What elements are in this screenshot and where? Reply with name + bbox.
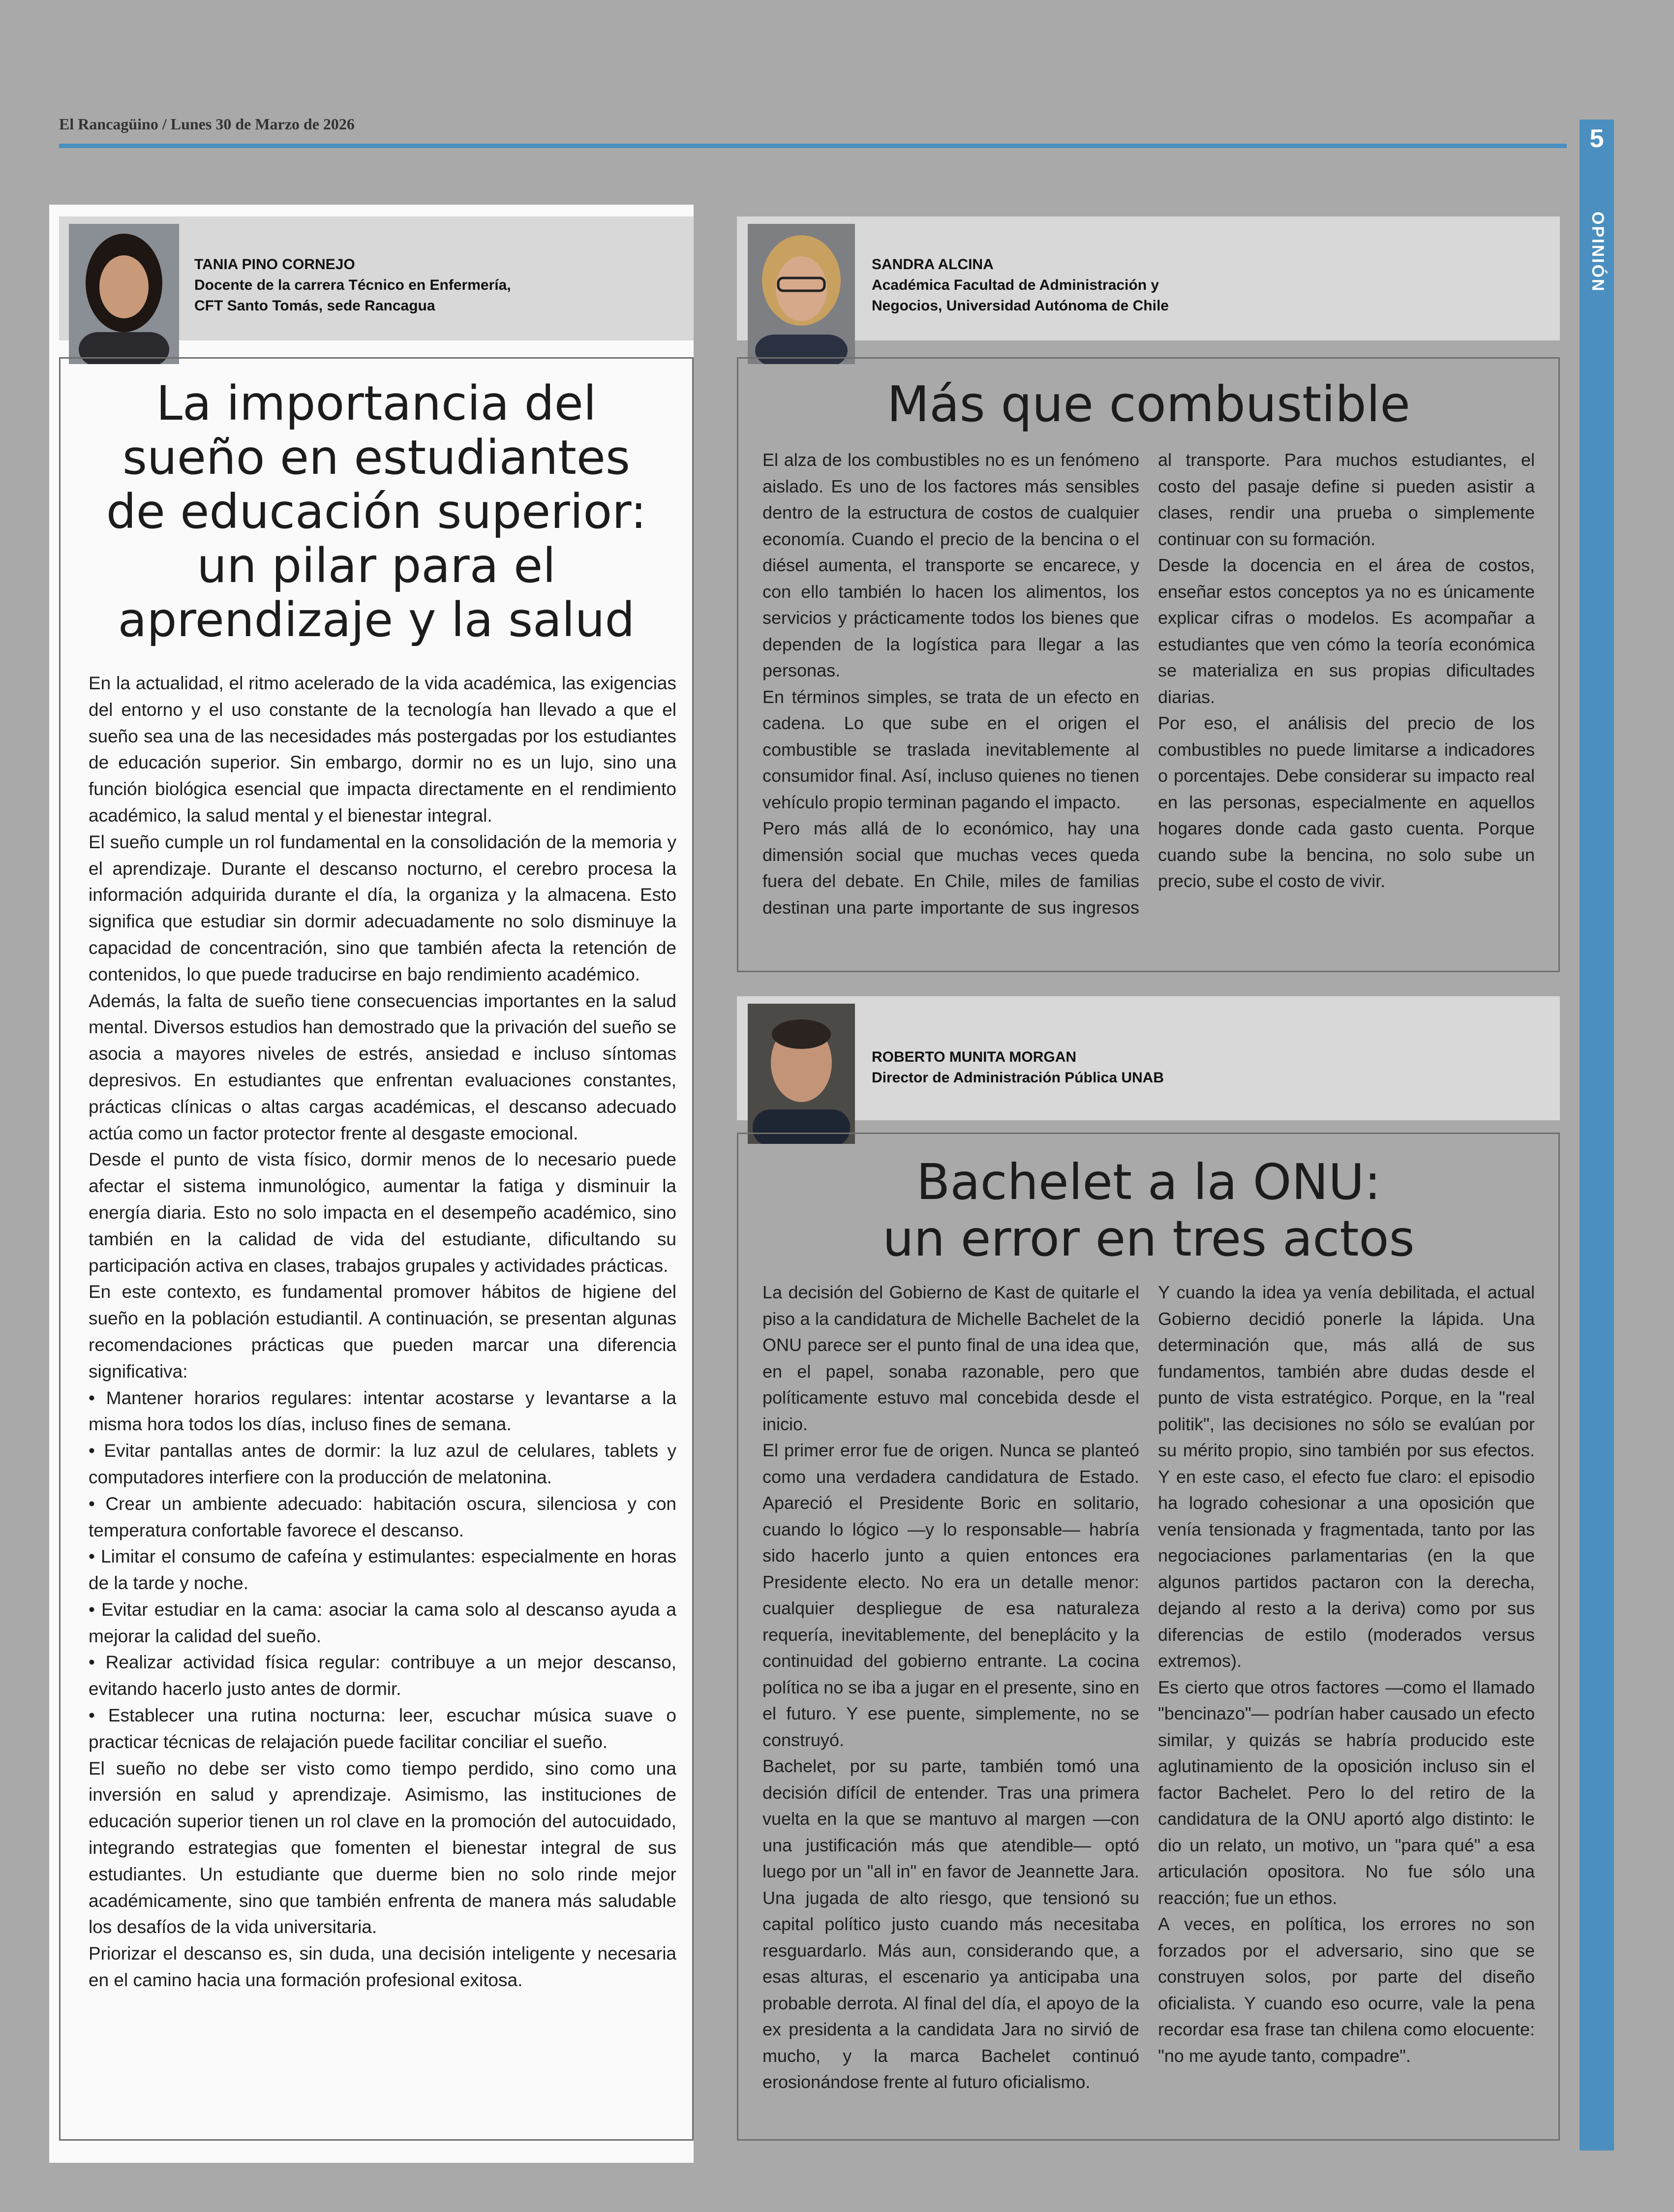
article-1-byline <box>194 254 676 316</box>
paragraph: A veces, en política, los errores no son forzados por el adversario, sino que se construyen solos, por parte del diseño oficialista. Y cuando eso ocurre, vale la pena recordar esa frase tan chilena como elocuente: "no me ayude tanto, compadre". <box>1158 1914 1535 2066</box>
article-2-title: Más que combustible <box>887 375 1410 433</box>
paragraph: En este contexto, es fundamental promover hábitos de higiene del sueño en la población estudiantil. A continuación, se presentan algunas recomendaciones prácticas que pueden marcar una diferencia significativa: <box>89 1282 676 1382</box>
paragraph: Pero más allá de lo económico, hay una dimensión social que muchas veces queda fuera del debate. En Chile, miles de familias destinan una parte importante de sus ingresos al transporte. Para muchos estudiantes, el costo del pasaje define si pueden asistir a clases, rendir una prueba o simplemente continuar con su formación. <box>762 450 1535 918</box>
paragraph: Y cuando la idea ya venía debilitada, el actual Gobierno decidió ponerle la lápida. Una determinación que, más allá de sus fundamentos, también abre dudas desde el punto de vista estratégico. Porque, en la "real politik", las decisiones no sólo se evalúan por su mérito propio, sino también por sus efectos. Y en este caso, el efecto fue claro: el episodio ha logrado cohesionar a una oposición que venía tensionada y fragmentada, tanto por las negociaciones parlamentarias (en la que algunos partidos pactaron con la derecha, dejando al resto a la deriva) como por sus diferencias de estilo (moderados versus extremos). <box>1158 1282 1535 1671</box>
list-item: • Evitar estudiar en la cama: asociar la cama solo al descanso ayuda a mejorar la calidad del sueño. <box>89 1599 676 1646</box>
paragraph: El sueño no debe ser visto como tiempo perdido, sino como una inversión en salud y aprendizaje. Asimismo, las instituciones de educación superior tienen un rol clave en la promoción del autocuidado, integrando estrategias que fomenten el bienestar integral de sus estudiantes. Un estudiante que duerme bien no solo rinde mejor académicamente, sino que también enfrenta de manera más saludable los desafíos de la vida universitaria. <box>89 1758 676 1937</box>
list-item: • Evitar pantallas antes de dormir: la luz azul de celulares, tablets y computadores interfiere con la producción de melatonina. <box>89 1441 676 1487</box>
paragraph: En términos simples, se trata de un efecto en cadena. Lo que sube en el origen el combustible se traslada inevitablemente al consumidor final. Así, incluso quienes no tienen vehículo propio terminan pagando el impacto. <box>762 686 1139 812</box>
article-3-body <box>762 1279 1535 2130</box>
article-2-author-photo <box>748 224 855 364</box>
masthead <box>59 115 355 133</box>
paragraph: Por eso, el análisis del precio de los combustibles no puede limitarse a indicadores o porcentajes. Debe considerar su impacto real en las personas, especialmente en aquellos hogares donde cada gasto cuenta. Porque cuando sube la bencina, no solo sube un precio, sube el costo de vivir. <box>1158 713 1535 891</box>
paragraph: La decisión del Gobierno de Kast de quitarle el piso a la candidatura de Michelle Bachelet de la ONU parece ser el punto final de una idea que, en el papel, sonaba razonable, pero que políticamente estuvo mal concebida desde el inicio. <box>762 1282 1139 1434</box>
paragraph: El alza de los combustibles no es un fenómeno aislado. Es uno de los factores más sensibles dentro de la estructura de costos de cualquier economía. Cuando el precio de la bencina o el diésel aumenta, el transporte se encarece, y con ello también lo hacen los alimentos, los servicios y prácticamente todos los bienes que dependen de la logística para llegar a las personas. <box>762 450 1139 680</box>
paragraph: El primer error fue de origen. Nunca se planteó como una verdadera candidatura de Estado. Apareció el Presidente Boric en solitario, cuando lo lógico —y lo responsable— habría sido hacerlo junto a quien entonces era Presidente electo. No era un detalle menor: cualquier despliegue de esa naturaleza requería, inevitablemente, del beneplácito y la continuidad del gobierno entrante. La cocina política no se iba a jugar en el presente, sino en el futuro. Y ese puente, simplemente, no se construyó. <box>762 1440 1139 1750</box>
article-1-body <box>89 670 676 1994</box>
article-3-author-photo <box>748 1004 855 1144</box>
list-item: • Establecer una rutina nocturna: leer, escuchar música suave o practicar técnicas de relajación puede facilitar conciliar el sueño. <box>89 1705 676 1752</box>
paragraph: Además, la falta de sueño tiene consecuencias importantes en la salud mental. Diversos estudios han demostrado que la privación del sueño se asocia a mayores niveles de estrés, ansiedad e incluso síntomas depresivos. En estudiantes que enfrentan evaluaciones constantes, prácticas clínicas o altas cargas académicas, el descanso adecuado actúa como un factor protector frente al desgaste emocional. <box>89 990 676 1143</box>
article-2-author-name: SANDRA ALCINA <box>872 256 994 273</box>
issue-date: Lunes 30 de Marzo de 2026 <box>170 115 355 133</box>
paragraph: Priorizar el descanso es, sin duda, una decisión inteligente y necesaria en el camino hacia una formación profesional exitosa. <box>89 1943 676 1991</box>
article-1-title: La importancia del sueño en estudiantes de educación superior: un pilar para el aprendizaje y la salud <box>106 376 647 647</box>
article-3-author-title: Director de Administración Pública UNAB <box>872 1070 1164 1086</box>
paragraph: Bachelet, por su parte, también tomó una decisión difícil de entender. Tras una primera vuelta en la que se mantuvo al margen —con una justificación más que atendible— optó luego por un "all in" en favor de Jeannette Jara. Una jugada de alto riesgo, que tensionó su capital político justo cuando más necesitaba resguardarlo. Más aun, considerando que, a esas alturas, el escenario ya anticipaba una probable derrota. Al final del día, el apoyo de la ex presidenta a la candidata Jara no sirvió de mucho, y la marca Bachelet continuó erosionándose frente al futuro oficialismo. <box>762 1756 1139 2092</box>
article-3-byline <box>872 1047 1551 1088</box>
article-1-author-photo <box>69 224 179 364</box>
article-1-author-title: Docente de la carrera Técnico en Enfermería, CFT Santo Tomás, sede Rancagua <box>194 277 511 314</box>
article-1-author-name: TANIA PINO CORNEJO <box>194 256 355 273</box>
section-sidebar <box>1580 158 1614 2151</box>
paragraph: Es cierto que otros factores —como el llamado "bencinazo"— podrían haber causado un efecto similar, y quizás se habría producido este aglutinamiento de la oposición incluso sin el factor Bachelet. Pero lo del retiro de la candidatura de la ONU aportó algo distinto: le dio un relato, un motivo, un "para qué" a esa articulación opositora. No fue sólo una reacción; fue un ethos. <box>1158 1677 1535 1908</box>
newspaper-name: El Rancagüino <box>59 115 158 133</box>
article-2-author-title: Académica Facultad de Administración y Negocios, Universidad Autónoma de Chile <box>872 277 1169 314</box>
section-label: OPINIÓN <box>1588 212 1607 293</box>
list-item: • Crear un ambiente adecuado: habitación oscura, silenciosa y con temperatura confortable favorece el descanso. <box>89 1493 676 1540</box>
page-number: 5 <box>1580 120 1614 158</box>
article-2-body <box>762 447 1535 944</box>
paragraph: Desde el punto de vista físico, dormir menos de lo necesario puede afectar el sistema inmunológico, aumentar la fatiga y disminuir la energía diaria. Esto no solo impacta en el desempeño académico, sino también en la calidad de vida del estudiante, dificultando su participación activa en clases, trabajos grupales y actividades prácticas. <box>89 1149 676 1276</box>
article-3-author-name: ROBERTO MUNITA MORGAN <box>872 1049 1077 1065</box>
header-separator: / <box>162 115 167 133</box>
list-item: • Realizar actividad física regular: contribuye a un mejor descanso, evitando hacerlo justo antes de dormir. <box>89 1652 676 1699</box>
list-item: • Mantener horarios regulares: intentar acostarse y levantarse a la misma hora todos los días, incluso fines de semana. <box>89 1387 676 1435</box>
header-rule <box>59 144 1567 148</box>
paragraph: Desde la docencia en el área de costos, enseñar estos conceptos ya no es únicamente explicar cifras o modelos. Es acompañar a estudiantes que ven cómo la teoría económica se materializa en sus propias dificultades diarias. <box>1158 555 1535 707</box>
article-2-byline <box>872 254 1551 316</box>
article-3-title: Bachelet a la ONU: un error en tres actos <box>883 1153 1415 1267</box>
list-item: • Limitar el consumo de cafeína y estimulantes: especialmente en horas de la tarde y noche. <box>89 1546 676 1594</box>
paragraph: El sueño cumple un rol fundamental en la consolidación de la memoria y el aprendizaje. Durante el descanso nocturno, el cerebro procesa la información adquirida durante el día, la organiza y la almacena. Esto significa que estudiar sin dormir adecuadamente no solo disminuye la capacidad de concentración, sino que también afecta la retención de contenidos, lo que puede traducirse en bajo rendimiento académico. <box>89 831 676 984</box>
paragraph: En la actualidad, el ritmo acelerado de la vida académica, las exigencias del entorno y el uso constante de la tecnología han llevado a que el sueño sea una de las necesidades más postergadas por los estudiantes de educación superior. Sin embargo, dormir no es un lujo, sino una función biológica esencial que impacta directamente en el rendimiento académico, la salud mental y el bienestar integral. <box>89 673 676 826</box>
